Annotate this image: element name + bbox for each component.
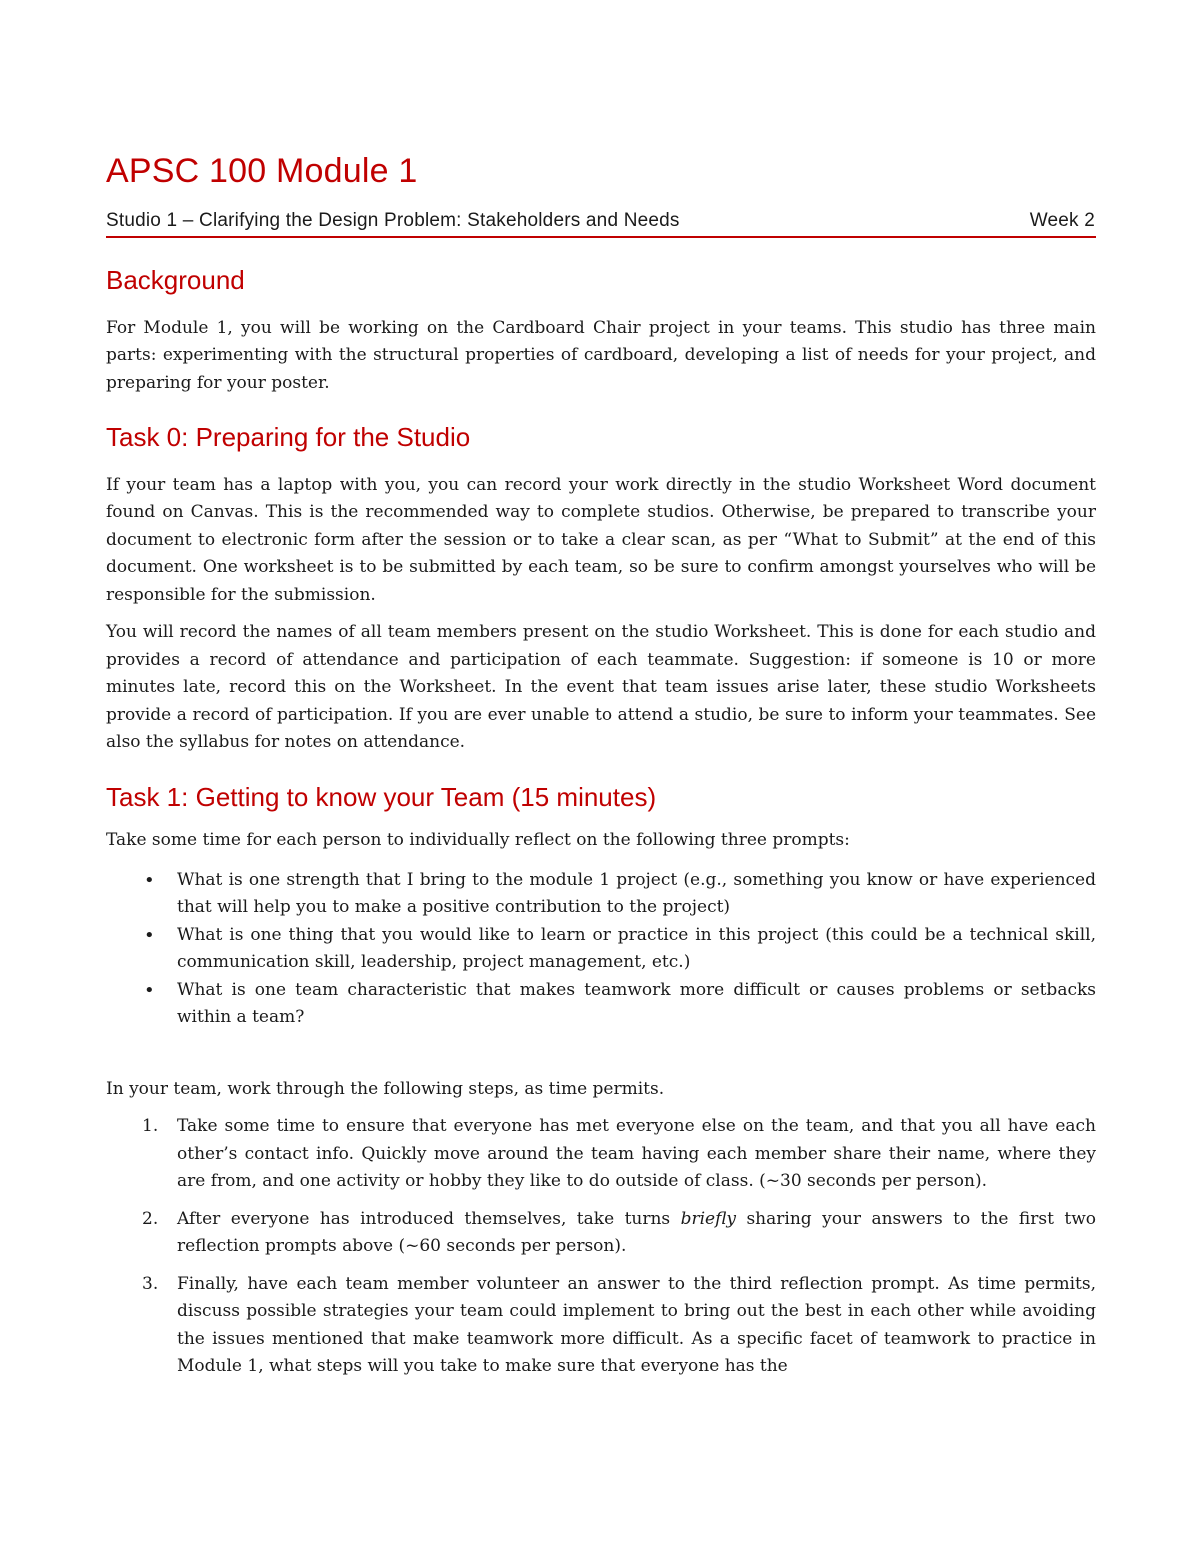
list-item xyxy=(106,977,1096,1032)
step-text-after: sharing your answers to the first two reflection prompts above (~60 seconds per person). xyxy=(177,1208,1096,1257)
bullet-icon: • xyxy=(144,869,155,891)
list-item xyxy=(106,1113,1096,1196)
list-item xyxy=(106,867,1096,922)
task1-intro: Take some time for each person to individually reflect on the following three prompts: xyxy=(106,830,850,851)
list-item xyxy=(106,1206,1096,1261)
steps-intro: In your team, work through the following steps, as time permits. xyxy=(106,1078,665,1099)
step-number: 1. xyxy=(142,1116,159,1137)
document-page xyxy=(106,140,1096,1391)
step-number: 2. xyxy=(142,1208,159,1229)
bullet-icon: • xyxy=(144,979,155,1001)
step-text-before: After everyone has introduced themselves, take turns xyxy=(177,1208,681,1229)
team-steps-list xyxy=(106,1113,1096,1381)
list-item xyxy=(106,1271,1096,1381)
document-subtitle-bar xyxy=(106,210,1096,238)
list-item-text: What is one team characteristic that makes teamwork more difficult or causes problems or setbacks within a team? xyxy=(177,979,1096,1028)
week-label: Week 2 xyxy=(1029,210,1095,231)
task0-paragraph-2: You will record the names of all team members present on the studio Worksheet. This is done for each studio and provides a record of attendance and participation of each teammate. Suggestion: if someone is 10 or more minutes late, record this on the Worksheet. In the event that team issues arise later, these studio Worksheets provide a record of participation. If you are ever unable to attend a studio, be sure to inform your teammates. See also the syllabus for notes on attendance. xyxy=(106,622,1096,753)
task0-paragraph-1: If your team has a laptop with you, you can record your work directly in the studio Worksheet Word document found on Canvas. This is the recommended way to complete studios. Otherwise, be prepared to transcribe your document to electronic form after the session or to take a clear scan, as per “What to Submit” at the end of this document. One worksheet is to be submitted by each team, so be sure to confirm amongst yourselves who will be responsible for the submission. xyxy=(106,474,1096,605)
task0-heading: Task 0: Preparing for the Studio xyxy=(106,422,471,453)
step-text: Finally, have each team member volunteer an answer to the third reflection prompt. As time permits, discuss possible strategies your team could implement to bring out the best in each other while avoiding the issues mentioned that make teamwork more difficult. As a specific facet of teamwork to practice in Module 1, what steps will you take to make sure that everyone has the xyxy=(177,1273,1096,1377)
step-text: Take some time to ensure that everyone has met everyone else on the team, and that you all have each other’s contact info. Quickly move around the team having each member share their name, where they are from, and one activity or hobby they like to do outside of class. (~30 seconds per person). xyxy=(177,1116,1096,1192)
step-emphasis: briefly xyxy=(680,1208,737,1229)
bullet-icon: • xyxy=(144,924,155,946)
background-heading: Background xyxy=(106,265,245,295)
page-title: APSC 100 Module 1 xyxy=(106,152,418,190)
background-paragraph: For Module 1, you will be working on the Cardboard Chair project in your teams. This studio has three main parts: experimenting with the structural properties of cardboard, developing a list of needs for your project, and preparing for your poster. xyxy=(106,317,1096,393)
list-item-text: What is one thing that you would like to learn or practice in this project (this could be a technical skill, communication skill, leadership, project management, etc.) xyxy=(177,924,1096,973)
list-item xyxy=(106,922,1096,977)
reflection-prompts-list xyxy=(106,867,1096,1032)
list-item-text: What is one strength that I bring to the module 1 project (e.g., something you know or have experienced that will help you to make a positive contribution to the project) xyxy=(177,869,1096,918)
task1-heading: Task 1: Getting to know your Team (15 minutes) xyxy=(106,781,657,812)
step-number: 3. xyxy=(142,1273,159,1294)
studio-subtitle: Studio 1 – Clarifying the Design Problem: Stakeholders and Needs xyxy=(106,210,680,231)
